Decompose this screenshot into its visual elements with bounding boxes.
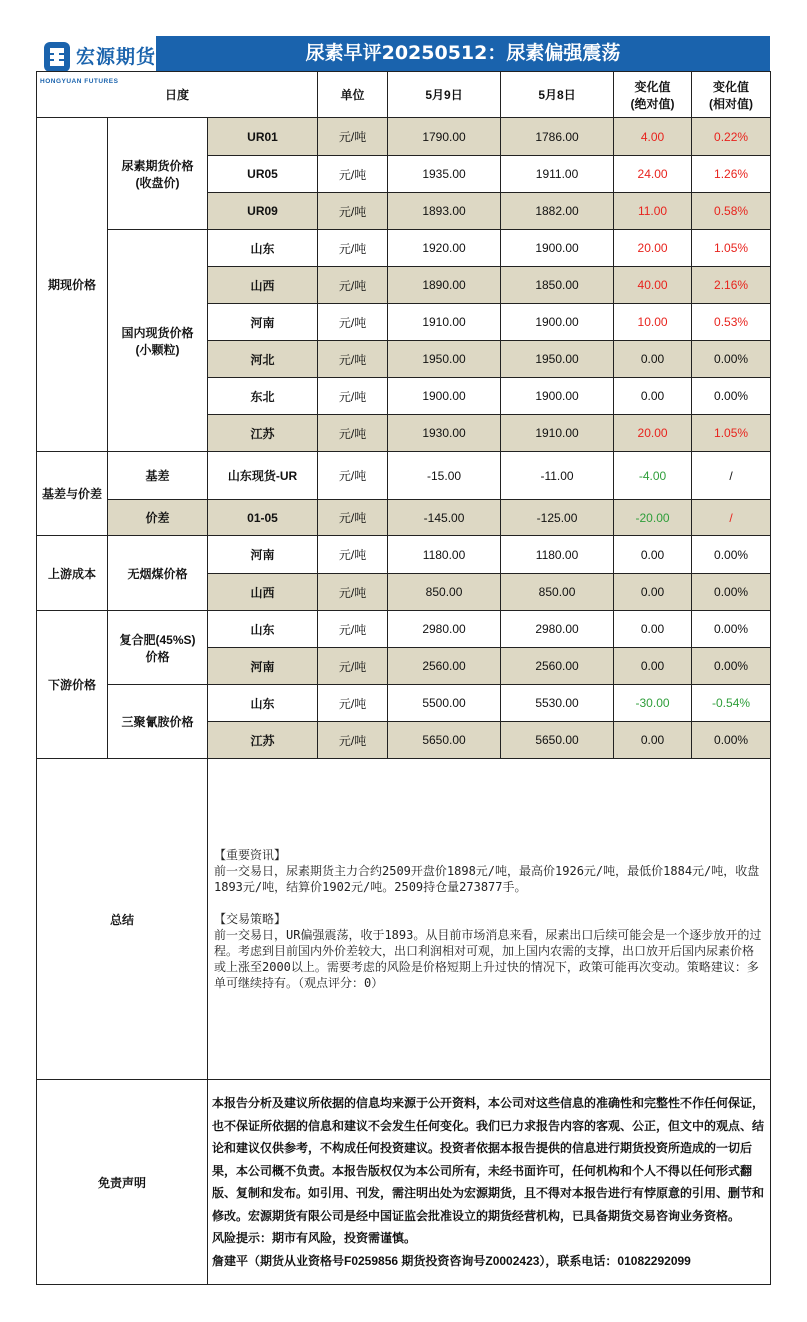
group-basis-spread: 基差与价差 (37, 452, 108, 536)
row-d2: 1850.00 (501, 267, 614, 304)
news-body: 前一交易日，尿素期货主力合约2509开盘价1898元/吨，最高价1926元/吨，最低价1884元/吨，收盘1893元/吨，结算价1902元/吨。2509持仓量273877手。 (214, 864, 760, 894)
row-unit: 元/吨 (318, 536, 388, 574)
row-item: UR09 (208, 193, 318, 230)
disclaimer-label: 免责声明 (37, 1080, 208, 1285)
row-d2: 850.00 (501, 574, 614, 611)
disclaimer-row (37, 1080, 771, 1285)
row-unit: 元/吨 (318, 156, 388, 193)
group-upstream: 上游成本 (37, 536, 108, 611)
row-unit: 元/吨 (318, 722, 388, 759)
row-rel: / (692, 500, 771, 536)
row-abs: -4.00 (614, 452, 692, 500)
row-abs: 10.00 (614, 304, 692, 341)
strategy-body: 前一交易日，UR偏强震荡，收于1893。从目前市场消息来看，尿素出口后续可能会是一个逐步放开的过程。考虑到目前国内外价差较大，出口利润相对可观，加上国内农需的支撑，出口放开后国内尿素价格或上涨至2000以上。需要考虑的风险是价格短期上升过快的情况下，政策可能再次变动。策略建议：多单可继续持有。（观点评分：0） (214, 928, 762, 990)
group-melamine: 三聚氰胺价格 (108, 685, 208, 759)
row-d2: 2980.00 (501, 611, 614, 648)
group-spot-futures: 期现价格 (37, 118, 108, 452)
report-title: 尿素早评20250512：尿素偏强震荡 (305, 42, 621, 64)
row-abs: 4.00 (614, 118, 692, 156)
group-futures-price: 尿素期货价格 (收盘价) (108, 118, 208, 230)
row-d1: 1180.00 (388, 536, 501, 574)
row-item: 山西 (208, 267, 318, 304)
row-unit: 元/吨 (318, 574, 388, 611)
table-row (37, 500, 771, 536)
row-unit: 元/吨 (318, 648, 388, 685)
row-d2: -11.00 (501, 452, 614, 500)
row-rel: 0.00% (692, 722, 771, 759)
row-unit: 元/吨 (318, 452, 388, 500)
row-d2: 1900.00 (501, 304, 614, 341)
row-d1: 1920.00 (388, 230, 501, 267)
row-item: 河南 (208, 536, 318, 574)
row-unit: 元/吨 (318, 500, 388, 536)
group-spread: 价差 (108, 500, 208, 536)
row-d1: 1890.00 (388, 267, 501, 304)
row-d1: -15.00 (388, 452, 501, 500)
row-rel: 1.05% (692, 230, 771, 267)
group-downstream: 下游价格 (37, 611, 108, 759)
disclaimer-body: 本报告分析及建议所依据的信息均来源于公开资料，本公司对这些信息的准确性和完整性不作任何保证，也不保证所依据的信息和建议不会发生任何变化。我们已力求报告内容的客观、公正，但文中的观点、结论和建议仅供参考，不构成任何投资建议。投资者依据本报告提供的信息进行期货投资所造成的一切后果，本公司概不负责。本报告版权仅为本公司所有，未经书面许可，任何机构和个人不得以任何形式翻版、复制和发布。如引用、刊发，需注明出处为宏源期货，且不得对本报告进行有悖原意的引用、删节和修改。宏源期货有限公司是经中国证监会批准设立的期货经营机构，已具备期货交易咨询业务资格。 (212, 1096, 765, 1223)
row-item: 江苏 (208, 722, 318, 759)
row-d1: 2980.00 (388, 611, 501, 648)
row-d2: 1911.00 (501, 156, 614, 193)
row-abs: 0.00 (614, 378, 692, 415)
row-abs: -20.00 (614, 500, 692, 536)
summary-content (208, 759, 771, 1080)
row-d1: -145.00 (388, 500, 501, 536)
row-d1: 1900.00 (388, 378, 501, 415)
table-row (37, 685, 771, 722)
group-spot-price: 国内现货价格 (小颗粒) (108, 230, 208, 452)
row-rel: 2.16% (692, 267, 771, 304)
group-compound: 复合肥(45%S) 价格 (108, 611, 208, 685)
row-rel: 0.00% (692, 341, 771, 378)
row-rel: 1.26% (692, 156, 771, 193)
table-row (37, 536, 771, 574)
row-d2: 1900.00 (501, 230, 614, 267)
row-d1: 2560.00 (388, 648, 501, 685)
row-d2: 1950.00 (501, 341, 614, 378)
logo-mark-icon (42, 40, 72, 74)
row-item: 江苏 (208, 415, 318, 452)
row-d2: 1900.00 (501, 378, 614, 415)
price-table (36, 71, 771, 1285)
row-abs: 0.00 (614, 341, 692, 378)
row-d2: -125.00 (501, 500, 614, 536)
row-d1: 5500.00 (388, 685, 501, 722)
row-unit: 元/吨 (318, 267, 388, 304)
row-d1: 1935.00 (388, 156, 501, 193)
row-unit: 元/吨 (318, 415, 388, 452)
row-d2: 1180.00 (501, 536, 614, 574)
group-coal: 无烟煤价格 (108, 536, 208, 611)
row-d2: 5650.00 (501, 722, 614, 759)
summary-row (37, 759, 771, 1080)
header-abs-change: 变化值 (绝对值) (614, 72, 692, 118)
row-d2: 2560.00 (501, 648, 614, 685)
summary-label: 总结 (37, 759, 208, 1080)
header-date-1: 5月9日 (388, 72, 501, 118)
row-rel: -0.54% (692, 685, 771, 722)
row-rel: 0.00% (692, 574, 771, 611)
row-unit: 元/吨 (318, 304, 388, 341)
header-rel-change: 变化值 (相对值) (692, 72, 771, 118)
row-abs: 24.00 (614, 156, 692, 193)
row-item: 山东 (208, 611, 318, 648)
table-row (37, 611, 771, 648)
row-d2: 1786.00 (501, 118, 614, 156)
row-item: 河南 (208, 304, 318, 341)
row-rel: / (692, 452, 771, 500)
row-d1: 1790.00 (388, 118, 501, 156)
row-rel: 0.00% (692, 648, 771, 685)
row-abs: 40.00 (614, 267, 692, 304)
row-item: 山东 (208, 230, 318, 267)
row-abs: 0.00 (614, 722, 692, 759)
analyst-info: 詹建平（期货从业资格号F0259856 期货投资咨询号Z0002423），联系电话：01082292099 (212, 1253, 691, 1268)
table-row (37, 118, 771, 156)
row-d1: 1910.00 (388, 304, 501, 341)
row-d1: 1930.00 (388, 415, 501, 452)
table-row (37, 230, 771, 267)
row-abs: -30.00 (614, 685, 692, 722)
strategy-title: 【交易策略】 (214, 912, 287, 926)
row-abs: 0.00 (614, 648, 692, 685)
row-unit: 元/吨 (318, 118, 388, 156)
row-unit: 元/吨 (318, 230, 388, 267)
logo-text-cn: 宏源期货 (76, 46, 157, 68)
row-abs: 11.00 (614, 193, 692, 230)
row-unit: 元/吨 (318, 193, 388, 230)
row-item: 山西 (208, 574, 318, 611)
row-d1: 850.00 (388, 574, 501, 611)
row-item: 山东现货-UR (208, 452, 318, 500)
row-rel: 1.05% (692, 415, 771, 452)
row-unit: 元/吨 (318, 611, 388, 648)
row-item: 01-05 (208, 500, 318, 536)
row-d2: 1882.00 (501, 193, 614, 230)
table-row (37, 452, 771, 500)
logo-text-en: HONGYUAN FUTURES (40, 78, 119, 85)
row-d1: 5650.00 (388, 722, 501, 759)
row-rel: 0.00% (692, 378, 771, 415)
row-rel: 0.00% (692, 611, 771, 648)
row-item: 河北 (208, 341, 318, 378)
row-abs: 0.00 (614, 574, 692, 611)
row-abs: 20.00 (614, 230, 692, 267)
row-rel: 0.00% (692, 536, 771, 574)
header-row (37, 72, 771, 118)
row-abs: 0.00 (614, 536, 692, 574)
row-rel: 0.22% (692, 118, 771, 156)
group-basis: 基差 (108, 452, 208, 500)
row-unit: 元/吨 (318, 341, 388, 378)
disclaimer-content (208, 1080, 771, 1285)
header-dimension: 日度 (37, 72, 318, 118)
row-d2: 5530.00 (501, 685, 614, 722)
row-item: 河南 (208, 648, 318, 685)
row-item: UR05 (208, 156, 318, 193)
row-rel: 0.58% (692, 193, 771, 230)
row-unit: 元/吨 (318, 685, 388, 722)
row-d1: 1950.00 (388, 341, 501, 378)
row-abs: 0.00 (614, 611, 692, 648)
row-item: 东北 (208, 378, 318, 415)
row-d2: 1910.00 (501, 415, 614, 452)
row-d1: 1893.00 (388, 193, 501, 230)
row-rel: 0.53% (692, 304, 771, 341)
row-abs: 20.00 (614, 415, 692, 452)
row-item: 山东 (208, 685, 318, 722)
risk-notice: 风险提示：期市有风险，投资需谨慎。 (212, 1231, 417, 1245)
header-date-2: 5月8日 (501, 72, 614, 118)
news-title: 【重要资讯】 (214, 848, 287, 862)
row-unit: 元/吨 (318, 378, 388, 415)
row-item: UR01 (208, 118, 318, 156)
header-unit: 单位 (318, 72, 388, 118)
